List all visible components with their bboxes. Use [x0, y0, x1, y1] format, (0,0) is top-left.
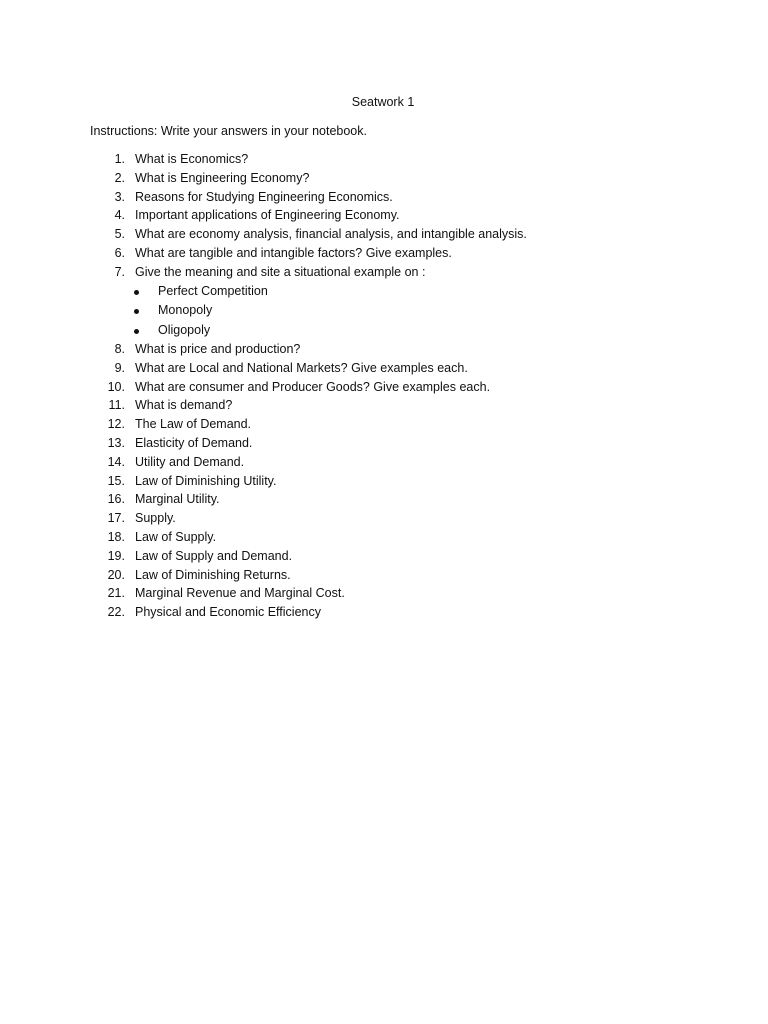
question-number: 5.: [114, 227, 125, 242]
question-number: 19.: [107, 548, 125, 563]
question-text: The Law of Demand.: [135, 417, 252, 432]
market-types-list: [0, 282, 768, 341]
question-item: [0, 547, 768, 566]
question-number: 2.: [114, 170, 125, 185]
question-text: Law of Diminishing Utility.: [135, 473, 277, 488]
question-text: Supply.: [135, 511, 176, 526]
question-item: [0, 359, 768, 378]
question-number: 14.: [107, 454, 125, 469]
document-title: Seatwork 1: [351, 95, 415, 109]
question-item: [0, 584, 768, 603]
sub-list-item: [0, 301, 768, 321]
question-number: 4.: [114, 208, 125, 223]
question-text: Law of Supply and Demand.: [135, 548, 293, 563]
question-text: Physical and Economic Efficiency: [135, 605, 321, 620]
question-item: [0, 453, 768, 472]
question-text: Marginal Utility.: [135, 492, 220, 507]
question-item: [0, 396, 768, 415]
question-number: 1.: [114, 152, 125, 166]
question-text: Important applications of Engineering Economy.: [135, 208, 400, 223]
question-list: [0, 150, 768, 622]
question-number: 6.: [114, 245, 125, 260]
question-item: [0, 566, 768, 585]
question-subitems: [0, 282, 768, 341]
question-item: [0, 206, 768, 225]
question-number: 9.: [114, 360, 125, 375]
question-text: What are economy analysis, financial analysis, and intangible analysis.: [135, 227, 527, 242]
question-text: Marginal Revenue and Marginal Cost.: [135, 586, 345, 601]
question-item: [0, 340, 768, 359]
question-text: Give the meaning and site a situational example on :: [135, 264, 426, 279]
question-item: [0, 490, 768, 509]
question-item: [0, 150, 768, 169]
question-number: 11.: [108, 398, 125, 413]
question-text: Law of Diminishing Returns.: [135, 567, 291, 582]
question-item: [0, 225, 768, 244]
question-text: Utility and Demand.: [135, 454, 245, 469]
question-number: 10.: [107, 379, 125, 394]
instructions-text: Instructions: Write your answers in your notebook.: [90, 124, 367, 138]
question-number: 21.: [107, 586, 125, 601]
bullet-icon: [134, 329, 139, 334]
question-text: What is Engineering Economy?: [135, 170, 310, 185]
question-text: Law of Supply.: [135, 530, 217, 545]
question-item: [0, 528, 768, 547]
question-number: 7.: [114, 264, 125, 279]
bullet-icon: [134, 309, 139, 314]
question-text: What is Economics?: [135, 152, 249, 166]
question-text: What are tangible and intangible factors? Give examples.: [135, 245, 452, 260]
question-number: 18.: [107, 530, 125, 545]
question-item: [0, 244, 768, 263]
question-number: 8.: [114, 342, 125, 357]
question-number: 13.: [107, 436, 125, 451]
sub-list-item: [0, 321, 768, 341]
question-text: Elasticity of Demand.: [135, 436, 253, 451]
sub-item-text: Perfect Competition: [158, 283, 268, 298]
question-number: 17.: [107, 511, 125, 526]
question-item: [0, 188, 768, 207]
question-item: [0, 169, 768, 188]
question-text: What is demand?: [135, 398, 233, 413]
question-item: [0, 415, 768, 434]
question-number: 22.: [107, 605, 125, 620]
sub-item-text: Oligopoly: [158, 322, 211, 337]
question-item: [0, 509, 768, 528]
question-number: 16.: [107, 492, 125, 507]
bullet-icon: [134, 290, 139, 295]
sub-list-item: [0, 282, 768, 302]
question-text: What are consumer and Producer Goods? Give examples each.: [135, 379, 491, 394]
question-item: [0, 263, 768, 282]
question-text: What is price and production?: [135, 342, 301, 357]
sub-item-text: Monopoly: [158, 303, 213, 318]
question-text: What are Local and National Markets? Give examples each.: [135, 360, 468, 375]
question-item: [0, 472, 768, 491]
question-number: 15.: [107, 473, 125, 488]
question-number: 20.: [107, 567, 125, 582]
question-item: [0, 378, 768, 397]
question-number: 12.: [107, 417, 125, 432]
question-item: [0, 434, 768, 453]
question-number: 3.: [114, 189, 125, 204]
question-text: Reasons for Studying Engineering Economics.: [135, 189, 393, 204]
question-item: [0, 603, 768, 622]
